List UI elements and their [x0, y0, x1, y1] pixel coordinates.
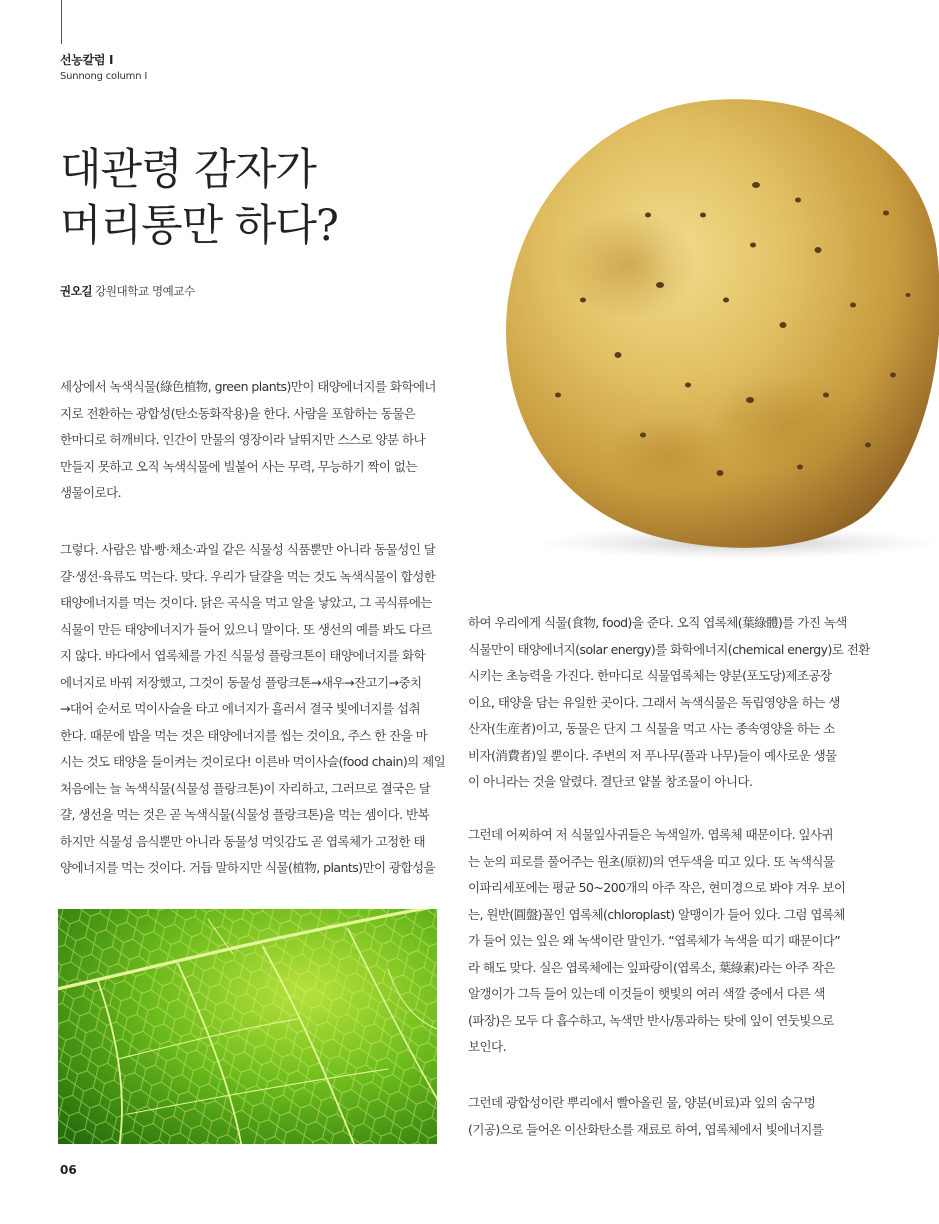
- article-title-line: 머리통만 하다?: [60, 201, 338, 251]
- text-line: (파장)은 모두 다 흡수하고, 녹색만 반사/통과하는 탓에 잎이 연둣빛으로: [468, 1012, 834, 1028]
- article-title-line: 대관령 감자가: [60, 145, 316, 195]
- text-line: 이요, 태양을 담는 유일한 곳이다. 그래서 녹색식물은 독립영양을 하는 생: [468, 694, 840, 710]
- text-line: →대어 순서로 먹이사슬을 타고 에너지가 흘러서 결국 빛에너지를 섭취: [60, 701, 421, 716]
- article-paragraph: [468, 1090, 823, 1143]
- text-line: 걀, 생선을 먹는 것은 곧 녹색식물(식물성 플랑크톤)을 먹는 셈이다. 반복: [60, 807, 430, 822]
- text-line: 보인다.: [468, 1039, 506, 1054]
- text-line: 그렇다. 사람은 밥·빵·채소·과일 같은 식물성 식품뿐만 아니라 동물성인 달: [60, 542, 436, 557]
- text-line: 지 않다. 바다에서 엽록체를 가진 식물성 플랑크톤이 태양에너지를 화학: [60, 648, 426, 663]
- article-paragraph: [60, 537, 445, 882]
- text-line: 태양에너지를 먹는 것이다. 닭은 곡식을 먹고 알을 낳았고, 그 곡식류에는: [60, 595, 432, 610]
- text-line: 는, 원반(圓盤)꼴인 엽록체(chloroplast) 알맹이가 들어 있다. 그럼 엽록체: [468, 906, 845, 922]
- text-line: 걀·생선·육류도 먹는다. 맞다. 우리가 달걀을 먹는 것도 녹색식물이 합성한: [60, 568, 436, 584]
- text-line: 라 해도 맞다. 실은 엽록체에는 잎파랑이(엽록소, 葉綠素)라는 아주 작은: [468, 959, 835, 975]
- text-line: (기공)으로 들어온 이산화탄소를 재료로 하여, 엽록체에서 빛에너지를: [468, 1121, 824, 1137]
- text-line: 시는 것도 태양을 들이켜는 것이로다! 이른바 먹이사슬(food chain)의 제일: [60, 754, 446, 769]
- text-line: 한다. 때문에 밥을 먹는 것은 태양에너지를 씹는 것이요, 주스 한 잔을 마: [60, 727, 428, 743]
- text-line: 그런데 어찌하여 저 식물잎사귀들은 녹색일까. 엽록체 때문이다. 잎사귀: [468, 827, 834, 842]
- text-line: 그런데 광합성이란 뿌리에서 빨아올린 물, 양분(비료)과 잎의 숨구멍: [468, 1095, 816, 1110]
- text-line: 알갱이가 그득 들어 있는데 이것들이 햇빛의 여러 색깔 중에서 다른 색: [468, 986, 825, 1001]
- text-line: 식물만이 태양에너지(solar energy)를 화학에너지(chemical energy)로 전환: [468, 641, 870, 657]
- column-label: [60, 51, 147, 82]
- column-label-en: Sunnong column I: [60, 71, 148, 82]
- text-line: 양에너지를 먹는 것이다. 거듭 말하지만 식물(植物, plants)만이 광합성을: [60, 860, 436, 875]
- text-line: 비자(消費者)일 뿐이다. 주변의 저 푸나무(풀과 나무)들이 예사로운 생물: [468, 747, 837, 763]
- text-line: 지로 전환하는 광합성(탄소동화작용)을 한다. 사람을 포함하는 동물은: [60, 405, 416, 421]
- text-line: 는 눈의 피로를 풀어주는 원초(原初)의 연두색을 띠고 있다. 또 녹색식물: [468, 853, 835, 869]
- article-paragraph: [468, 822, 845, 1061]
- text-line: 세상에서 녹색식물(綠色植物, green plants)만이 태양에너지를 화학에너: [60, 379, 436, 394]
- text-line: 하여 우리에게 식물(食物, food)을 준다. 오직 엽록체(葉綠體)를 가진 녹색: [468, 615, 847, 630]
- author-name: 권오길: [60, 284, 93, 298]
- text-line: 이파리세포에는 평균 50~200개의 아주 작은, 현미경으로 봐야 겨우 보이: [468, 880, 846, 895]
- text-line: 이 아니라는 것을 알렸다. 결단코 얕볼 창조물이 아니다.: [468, 774, 753, 789]
- leaf-photo: [58, 909, 437, 1144]
- text-line: 식물이 만든 태양에너지가 들어 있으니 말이다. 또 생선의 예를 봐도 다르: [60, 621, 432, 637]
- author-affiliation: 강원대학교 명예교수: [95, 284, 195, 298]
- author-byline: [60, 283, 195, 299]
- text-line: 만들지 못하고 오직 녹색식물에 빌붙어 사는 무력, 무능하기 짝이 없는: [60, 458, 417, 474]
- text-line: 한마디로 허깨비다. 인간이 만물의 영장이라 날뛰지만 스스로 양분 하나: [60, 432, 426, 447]
- article-paragraph: [60, 374, 436, 507]
- text-line: 처음에는 늘 녹색식물(식물성 플랑크톤)이 자리하고, 그러므로 결국은 달: [60, 780, 431, 796]
- text-line: 가 들어 있는 잎은 왜 녹색이란 말인가. “엽록체가 녹색을 띠기 때문이다”: [468, 933, 841, 948]
- text-line: 생물이로다.: [60, 485, 122, 500]
- column-label-ko: 선농칼럼 I: [60, 53, 114, 67]
- potato-photo: [488, 95, 939, 565]
- article-title: [60, 142, 500, 254]
- page-number: 06: [60, 1163, 77, 1177]
- text-line: 산자(生産者)이고, 동물은 단지 그 식물을 먹고 사는 종속영양을 하는 소: [468, 721, 835, 736]
- text-line: 시키는 초능력을 가진다. 한마디로 식물엽록체는 양분(포도당)제조공장: [468, 668, 832, 683]
- article-paragraph: [468, 610, 870, 796]
- header-rule: [61, 0, 62, 44]
- text-line: 에너지로 바꿔 저장했고, 그것이 동물성 플랑크톤→새우→잔고기→중치: [60, 674, 422, 690]
- text-line: 하지만 식물성 음식뿐만 아니라 동물성 먹잇감도 곧 엽록체가 고정한 태: [60, 833, 426, 849]
